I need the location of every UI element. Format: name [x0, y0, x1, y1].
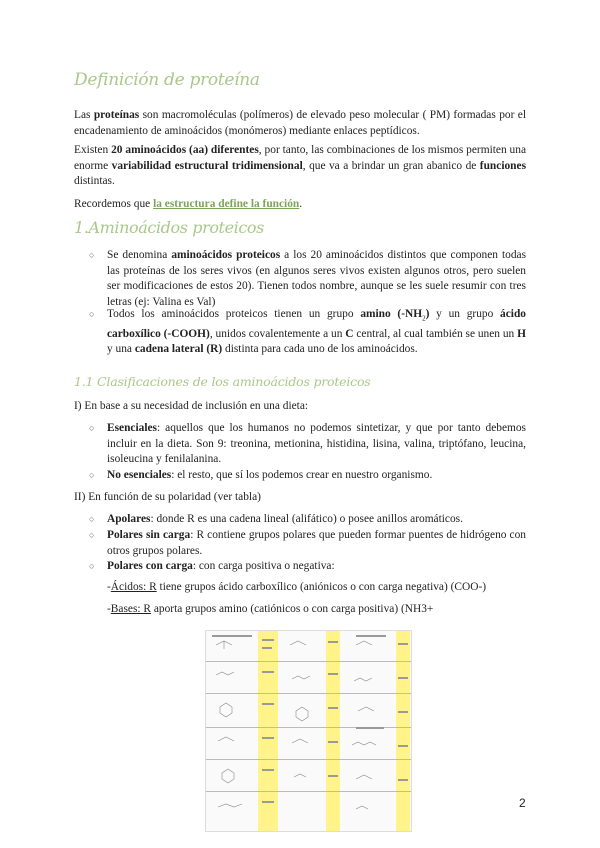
scan-text [328, 741, 338, 743]
sketch-line [218, 737, 234, 741]
text: y una [107, 343, 135, 356]
sketch-line [354, 678, 372, 681]
sketch-line [292, 676, 310, 679]
list-item-esenciales [89, 421, 526, 468]
structure-sketches [206, 631, 411, 831]
text: tiene grupos ácido carboxílico (aniónicos o con carga negativa) (COO-) [156, 581, 487, 593]
scan-text [398, 643, 408, 645]
text: distintas. [74, 175, 115, 187]
criterion-1: I) En base a su necesidad de inclusión en una dieta: [74, 400, 309, 412]
scan-text [356, 635, 386, 637]
scan-text [398, 677, 408, 679]
list-item [89, 307, 526, 358]
text: central, al cual también se unen un [353, 327, 518, 340]
ring-sketch [296, 707, 308, 721]
bullet-icon: ○ [89, 423, 95, 433]
bold-text: ácido carboxílico (-COOH) [107, 308, 526, 340]
text: : R contiene grupos polares que pueden formar puentes de hidrógeno con otros grupos polares. [107, 529, 527, 557]
sketch-line [216, 672, 234, 675]
aminoacid-table-image [205, 630, 412, 832]
page-number: 2 [519, 796, 526, 810]
text: aporta grupos amino (catiónicos o con carga positiva) (NH3+ [150, 603, 434, 615]
bullet-icon: ○ [89, 561, 95, 571]
bold-text: proteínas [93, 109, 140, 121]
scan-text [328, 641, 338, 643]
text: : con carga positiva o negativa: [192, 560, 335, 572]
subscript: 2 [422, 314, 426, 323]
list-item-no-esenciales [89, 468, 526, 484]
text: : el resto, que sí los podemos crear en nuestro organismo. [171, 469, 433, 481]
sub-item-acidos [107, 580, 527, 596]
text: Las [74, 109, 94, 121]
text: : donde R es una cadena lineal (alifático) o posee anillos aromáticos. [150, 513, 463, 525]
sketch-line [356, 775, 372, 779]
bullet-icon: ○ [89, 530, 95, 540]
bold-text: Polares con carga [107, 560, 193, 572]
intro-paragraph-1 [74, 108, 526, 139]
bold-text: 20 aminoácidos (aa) diferentes [111, 144, 259, 156]
list-item-apolares [89, 512, 526, 528]
ring-sketch [220, 703, 232, 717]
sketch-line [216, 641, 232, 649]
sketch-line [290, 641, 306, 645]
sub-item-bases [107, 602, 527, 618]
text: distinta para cada uno de los aminoácidos. [222, 343, 418, 356]
bullet-icon: ○ [89, 309, 95, 319]
list-item-polares-sin-carga [89, 528, 527, 559]
scan-text [398, 711, 408, 713]
scan-text [262, 639, 274, 641]
scan-text [398, 779, 408, 781]
highlight-link: la estructura define la función [153, 198, 300, 210]
scan-text [328, 707, 338, 709]
scan-text [328, 673, 338, 675]
bold-text: variabilidad estructural tridimensional [111, 159, 303, 172]
scan-text [262, 801, 274, 803]
scan-text [262, 647, 272, 649]
intro-paragraph-3 [74, 197, 526, 213]
text: . [299, 198, 303, 210]
bold-text: funciones [479, 159, 526, 172]
sketch-line [356, 806, 368, 809]
bullet-icon: ○ [89, 470, 95, 480]
text: - [107, 603, 111, 615]
bold-text: amino (-NH [360, 308, 423, 320]
bold-text: ) [425, 308, 430, 320]
scan-text [262, 703, 274, 705]
bold-text: Polares sin carga [107, 529, 191, 541]
criterion-2: II) En función de su polaridad (ver tabla) [74, 491, 261, 503]
bold-text: No esenciales [107, 469, 172, 481]
text: , unidos covalentemente a un [209, 327, 346, 340]
scan-text [328, 775, 338, 777]
scan-text [356, 727, 384, 729]
text: Se denomina [107, 249, 172, 261]
bold-text: H [517, 327, 526, 340]
sketch-line [218, 804, 242, 807]
ring-sketch [222, 769, 234, 783]
sketch-line [358, 707, 374, 711]
list-item [89, 248, 527, 310]
scan-text [262, 769, 274, 771]
bold-text: Apolares [107, 513, 151, 525]
section-heading-aminoacidos: 1.Aminoácidos proteicos [74, 218, 264, 237]
text: Todos los aminoácidos proteicos tienen un grupo [107, 308, 361, 320]
text: : aquellos que los humanos no podemos sintetizar, y que por tanto debemos incluir en la dieta. Son 9: treonina, metionina, histidina, lisina, valina, triptófano, leucina, isoleucina y fenilalanina. [107, 422, 526, 465]
scan-text [398, 745, 408, 747]
bullet-icon: ○ [89, 250, 95, 260]
bullet-icon: ○ [89, 514, 95, 524]
text: son macromoléculas (polímeros) de elevado peso molecular ( PM) formadas por el encadenamiento de aminoácidos (monómeros) mediante enlaces peptídicos. [74, 109, 526, 137]
scan-text [262, 737, 274, 739]
underlined-text: Ácidos: R [110, 581, 157, 593]
sketch-line [292, 739, 308, 743]
sketch-line [356, 641, 372, 645]
bold-text: Esenciales [107, 422, 157, 434]
text: Recordemos que [74, 198, 154, 210]
intro-paragraph-2 [74, 143, 526, 190]
bold-text: cadena lateral (R) [134, 343, 223, 356]
bold-text: aminoácidos proteicos [171, 249, 281, 261]
list-item-polares-con-carga [89, 559, 526, 575]
text: Existen [74, 144, 112, 156]
underlined-text: Bases: R [110, 603, 151, 615]
subsection-heading-clasificaciones: 1.1 Clasificaciones de los aminoácidos proteicos [74, 374, 371, 389]
text: a los 20 aminoácidos distintos que componen todas las proteínas de los seres vivos (en algunos seres vivos existen algunos otros, pero suelen ser modificaciones de estos 20). Tienen todos nombre, aunque se les suele resumir con tres letras (ej: Valina es Val) [107, 249, 527, 308]
text: - [107, 581, 111, 593]
scan-text [212, 635, 252, 637]
page-title: Definición de proteína [74, 70, 260, 90]
text: , por tanto, las combinaciones de los mismos permiten una enorme [74, 144, 526, 172]
text: y un grupo [429, 308, 501, 320]
text: , que va a brindar un gran abanico de [302, 159, 480, 172]
bold-text: C [345, 327, 354, 340]
sketch-line [294, 774, 306, 777]
sketch-line [352, 742, 376, 745]
scan-text [262, 671, 274, 673]
